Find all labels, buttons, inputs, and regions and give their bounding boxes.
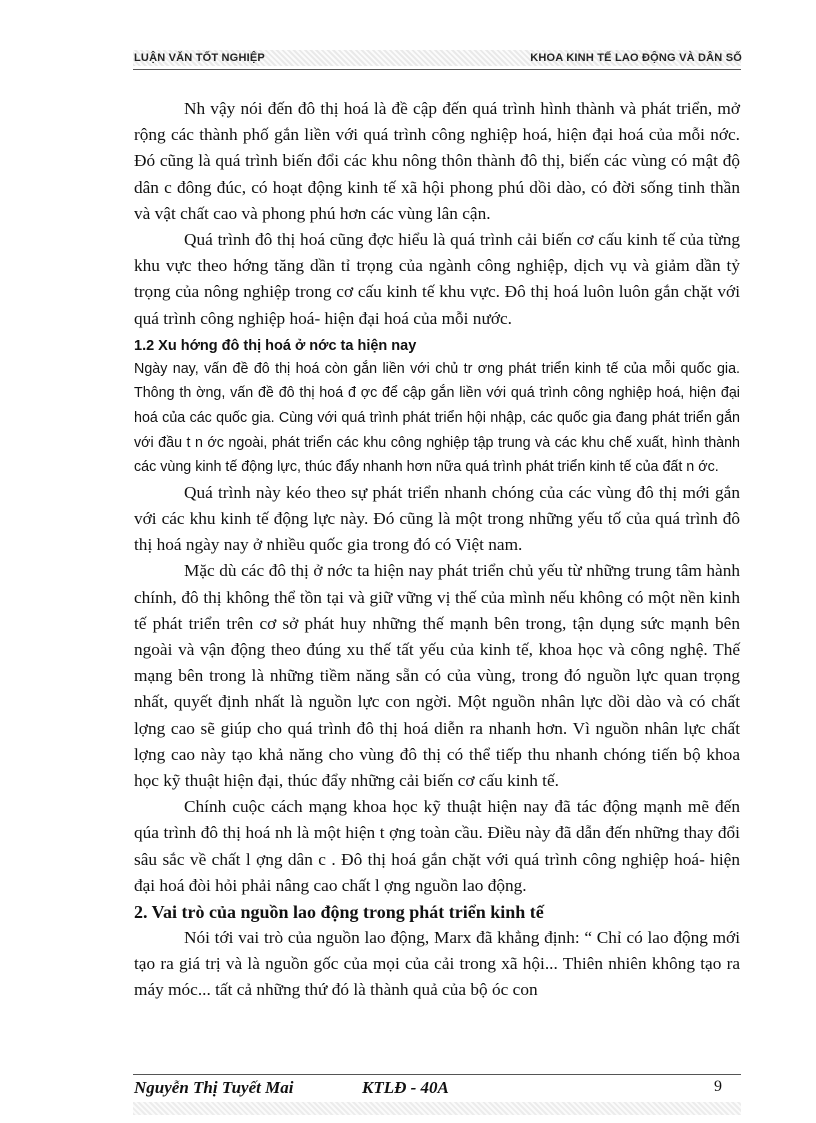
page-body bbox=[134, 96, 740, 1004]
page-number: 9 bbox=[714, 1078, 722, 1095]
footer-author: Nguyễn Thị Tuyết Mai bbox=[134, 1078, 294, 1097]
paragraph-urbanization-definition: Nh vậy nói đến đô thị hoá là đề cập đến quá trình hình thành và phát triển, mở rộng các thành phố gắn liền với quá trình công nghiệp hoá, hiện đại hoá của mỗi nớc. Đó cũng là quá trình biến đổi các khu nông thôn thành đô thị, biến các vùng có mật độ dân c đông đúc, có hoạt động kinh tế xã hội phong phú dồi dào, có đời sống tinh thần và vật chất cao và phong phú hơn các vùng lân cận. bbox=[134, 99, 740, 223]
section-heading-1-2: 1.2 Xu hớng đô thị hoá ở nớc ta hiện nay bbox=[134, 337, 417, 354]
footer-divider bbox=[133, 1074, 741, 1075]
footer-class: KTLĐ - 40A bbox=[362, 1078, 449, 1097]
paragraph-economic-restructuring: Quá trình đô thị hoá cũng đợc hiểu là quá trình cải biến cơ cấu kinh tế của từng khu vực theo hớng tăng dần tỉ trọng của ngành công nghiệp, dịch vụ và giảm dần tỷ trọng của nông nghiệp trong cơ cấu kinh tế khu vực. Đô thị hoá luôn luôn gắn chặt với quá trình công nghiệp hoá- hiện đại hoá của mỗi nước. bbox=[134, 230, 740, 328]
footer-band bbox=[133, 1102, 741, 1115]
paragraph-new-urban-areas: Quá trình này kéo theo sự phát triển nhanh chóng của các vùng đô thị mới gắn với các khu kinh tế động lực này. Đó cũng là một trong những yếu tố của quá trình đô thị hoá ngày nay ở nhiều quốc gia trong đó có Việt nam. bbox=[134, 482, 740, 555]
header-thesis-title: LUẬN VĂN TỐT NGHIỆP bbox=[134, 52, 265, 64]
paragraph-technology-revolution: Chính cuộc cách mạng khoa học kỹ thuật hiện nay đã tác động mạnh mẽ đến qúa trình đô thị hoá nh là một hiện t ợng toàn cầu. Điều này đã dẫn đến những thay đổi sâu sắc về chất l ợng dân c . Đô thị hoá gắn chặt với quá trình công nghiệp hoá- hiện đại hoá đòi hỏi phải nâng cao chất l ợng nguồn lao động. bbox=[134, 797, 740, 895]
paragraph-marx-quote: Nói tới vai trò của nguồn lao động, Marx đã khẳng định: “ Chỉ có lao động mới tạo ra giá trị và là nguồn gốc của mọi của cải trong xã hội... Thiên nhiên không tạo ra máy móc... tất cả những thứ đó là thành quả của bộ óc con bbox=[134, 928, 740, 1000]
page-footer bbox=[134, 1078, 740, 1102]
paragraph-human-resources: Mặc dù các đô thị ở nớc ta hiện nay phát triển chủ yếu từ những trung tâm hành chính, đô thị không thể tồn tại và giữ vững vị thế của mình nếu không có một nền kinh tế phát triển trên cơ sở phát huy những thế mạnh bên trong, tận dụng sức mạnh bên ngoài và vận động theo đúng xu thế tất yếu của kinh tế, khoa học và công nghệ. Thế mạng bên trong là những tiềm năng sẵn có của vùng, trong đó nguồn lực quan trọng nhất, quyết định nhất là nguồn lực con ngời. Một nguồn nhân lực dồi dào và có chất lợng cao sẽ giúp cho quá trình đô thị hoá diễn ra nhanh hơn. Vì nguồn nhân lực chất lợng cao này tạo khả năng cho vùng đô thị có thể tiếp thu nhanh chóng tiến bộ khoa học kỹ thuật hiện đại, thúc đẩy những cải biến cơ cấu kinh tế. bbox=[134, 561, 740, 791]
section-heading-2: 2. Vai trò của nguồn lao động trong phát triển kinh tế bbox=[134, 902, 544, 923]
header-faculty: KHOA KINH TẾ LAO ĐỘNG VÀ DÂN SỐ bbox=[530, 52, 742, 64]
header-divider bbox=[133, 69, 741, 70]
paragraph-national-trend: Ngày nay, vấn đề đô thị hoá còn gắn liền với chủ tr ơng phát triển kinh tế của mỗi quốc gia. Thông th ờng, vấn đề đô thị hoá đ ợc để cập gắn liền với quá trình công nghiệp hoá, hiện đại hoá của các quốc gia. Cùng với quá trình phát triển hội nhập, các quốc gia đang phát triển gắn với đầu t n ớc ngoài, phát triển các khu công nghiệp tập trung và các khu chế xuất, hình thành các vùng kinh tế động lực, thúc đẩy nhanh hơn nữa quá trình phát triển kinh tế của đất n ớc. bbox=[134, 360, 740, 476]
